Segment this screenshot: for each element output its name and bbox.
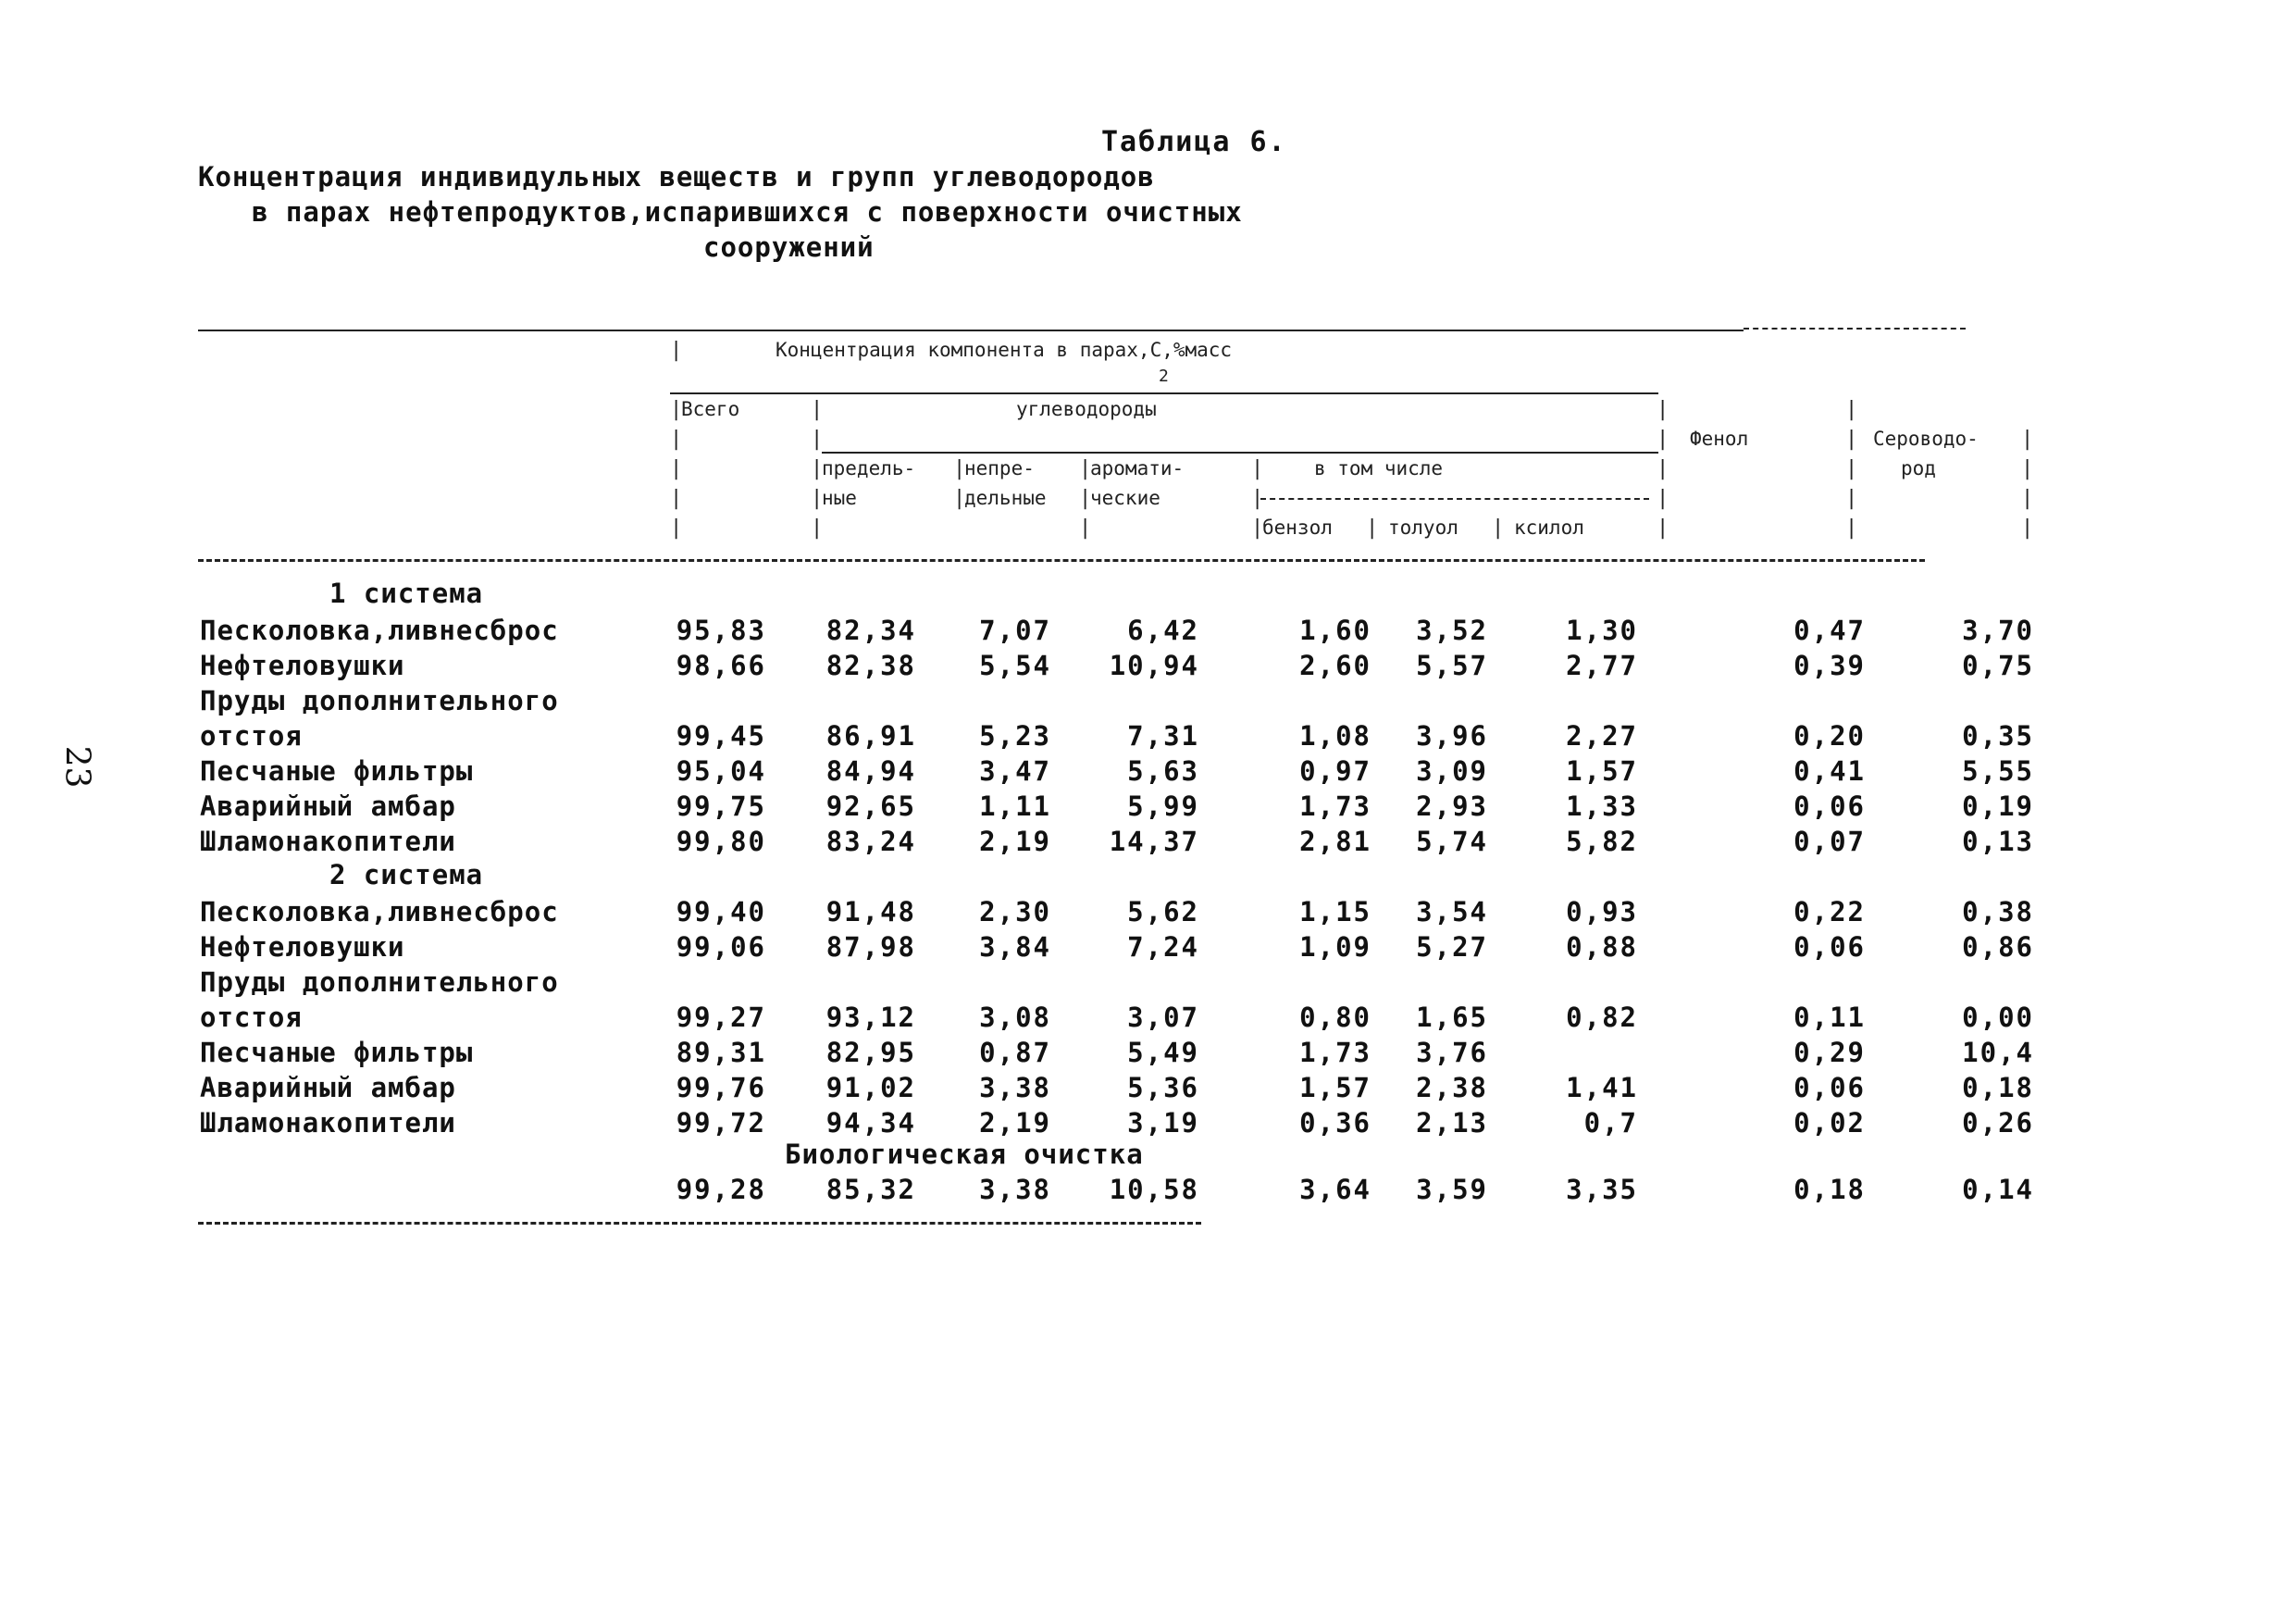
table-cell: 5,62 bbox=[1127, 896, 1199, 927]
table-cell: 85,32 bbox=[825, 1174, 916, 1205]
table-cell: 93,12 bbox=[825, 1002, 916, 1033]
header-rule-1 bbox=[670, 392, 1658, 394]
table-cell: 99,75 bbox=[676, 790, 766, 822]
table-cell: 1,57 bbox=[1566, 755, 1638, 787]
row-label: Песколовка,ливнесброс bbox=[200, 615, 559, 646]
table-cell: 0,19 bbox=[1962, 790, 2034, 822]
table-cell: 3,38 bbox=[979, 1174, 1051, 1205]
table-caption-line-3: сооружений bbox=[703, 231, 875, 263]
table-cell: 10,58 bbox=[1109, 1174, 1199, 1205]
table-cell: 3,47 bbox=[979, 755, 1051, 787]
header-unsaturated-line-1: непре- bbox=[964, 457, 1035, 479]
table-cell: 1,30 bbox=[1566, 615, 1638, 646]
row-label: Песчаные фильтры bbox=[200, 1037, 474, 1068]
table-cell: 5,74 bbox=[1416, 826, 1488, 857]
table-cell: 99,76 bbox=[676, 1072, 766, 1103]
header-aromatic-line-2: ческие bbox=[1090, 487, 1160, 509]
table-cell: 0,22 bbox=[1793, 896, 1866, 927]
table-cell: 5,82 bbox=[1566, 826, 1638, 857]
table-cell: 95,83 bbox=[676, 615, 766, 646]
header-unsaturated-line-2: дельные bbox=[964, 487, 1047, 509]
table-cell: 0,07 bbox=[1793, 826, 1866, 857]
table-cell: 1,57 bbox=[1299, 1072, 1371, 1103]
table-cell: 99,72 bbox=[676, 1107, 766, 1139]
table-cell: 0,06 bbox=[1793, 790, 1866, 822]
table-cell: 0,00 bbox=[1962, 1002, 2034, 1033]
header-h2s-line-1: Сероводо- bbox=[1873, 428, 1979, 450]
header-bottom-rule bbox=[198, 559, 1925, 562]
table-cell: 91,48 bbox=[825, 896, 916, 927]
table-cell: 0,38 bbox=[1962, 896, 2034, 927]
table-cell: 0,36 bbox=[1299, 1107, 1371, 1139]
table-cell: 7,24 bbox=[1127, 931, 1199, 963]
table-label: Таблица 6. bbox=[1101, 126, 1287, 158]
table-cell: 87,98 bbox=[825, 931, 916, 963]
header-group-title: Концентрация компонента в парах,С,%масс bbox=[776, 339, 1233, 361]
table-cell: 3,70 bbox=[1962, 615, 2034, 646]
table-cell: 3,84 bbox=[979, 931, 1051, 963]
table-cell: 83,24 bbox=[825, 826, 916, 857]
header-saturated-line-1: предель- bbox=[822, 457, 916, 479]
header-xylene: ксилол bbox=[1514, 517, 1584, 539]
table-cell: 86,91 bbox=[825, 720, 916, 752]
table-cell: 3,76 bbox=[1416, 1037, 1488, 1068]
table-cell: 0,02 bbox=[1793, 1107, 1866, 1139]
table-cell: 5,55 bbox=[1962, 755, 2034, 787]
row-label: Шламонакопители bbox=[200, 1107, 456, 1139]
table-cell: 95,04 bbox=[676, 755, 766, 787]
table-cell: 0,88 bbox=[1566, 931, 1638, 963]
table-cell: 1,73 bbox=[1299, 1037, 1371, 1068]
table-cell: 0,82 bbox=[1566, 1002, 1638, 1033]
table-cell: 89,31 bbox=[676, 1037, 766, 1068]
header-aromatic-line-1: аромати- bbox=[1090, 457, 1185, 479]
table-cell: 99,80 bbox=[676, 826, 766, 857]
row-label: Песколовка,ливнесброс bbox=[200, 896, 559, 927]
table-cell: 0,18 bbox=[1962, 1072, 2034, 1103]
header-rule-2 bbox=[822, 452, 1658, 454]
table-cell: 1,65 bbox=[1416, 1002, 1488, 1033]
table-cell: 99,40 bbox=[676, 896, 766, 927]
table-cell: 5,27 bbox=[1416, 931, 1488, 963]
table-cell: 0,20 bbox=[1793, 720, 1866, 752]
table-cell: 99,27 bbox=[676, 1002, 766, 1033]
table-cell: 82,95 bbox=[825, 1037, 916, 1068]
table-cell: 6,42 bbox=[1127, 615, 1199, 646]
header-saturated-line-2: ные bbox=[822, 487, 857, 509]
row-label: Пруды дополнительного bbox=[200, 685, 559, 716]
table-cell: 1,33 bbox=[1566, 790, 1638, 822]
row-label: Песчаные фильтры bbox=[200, 755, 474, 787]
table-cell: 82,34 bbox=[825, 615, 916, 646]
table-cell: 0,39 bbox=[1793, 650, 1866, 681]
table-cell: 92,65 bbox=[825, 790, 916, 822]
table-cell: 0,93 bbox=[1566, 896, 1638, 927]
header-phenol: Фенол bbox=[1690, 428, 1749, 450]
page-number: 23 bbox=[57, 745, 96, 789]
table-cell: 0,41 bbox=[1793, 755, 1866, 787]
table-cell: 3,59 bbox=[1416, 1174, 1488, 1205]
table-cell: 1,11 bbox=[979, 790, 1051, 822]
table-bottom-rule bbox=[198, 1222, 1201, 1225]
table-cell: 94,34 bbox=[825, 1107, 916, 1139]
header-rule-3 bbox=[1260, 498, 1649, 500]
section-label: 2 система bbox=[329, 859, 484, 890]
header-group-footnote: 2 bbox=[1159, 367, 1169, 386]
table-cell: 0,26 bbox=[1962, 1107, 2034, 1139]
table-cell: 0,80 bbox=[1299, 1002, 1371, 1033]
table-cell: 1,09 bbox=[1299, 931, 1371, 963]
table-cell: 0,86 bbox=[1962, 931, 2034, 963]
table-cell: 2,30 bbox=[979, 896, 1051, 927]
table-cell: 0,75 bbox=[1962, 650, 2034, 681]
table-cell: 98,66 bbox=[676, 650, 766, 681]
table-cell: 2,81 bbox=[1299, 826, 1371, 857]
row-label: Шламонакопители bbox=[200, 826, 456, 857]
section-label: 1 система bbox=[329, 578, 484, 609]
table-cell: 2,27 bbox=[1566, 720, 1638, 752]
table-cell: 0,35 bbox=[1962, 720, 2034, 752]
table-cell: 99,28 bbox=[676, 1174, 766, 1205]
row-label: Пруды дополнительного bbox=[200, 966, 559, 998]
table-cell: 84,94 bbox=[825, 755, 916, 787]
table-cell: 0,87 bbox=[979, 1037, 1051, 1068]
table-cell: 5,23 bbox=[979, 720, 1051, 752]
table-cell: 3,38 bbox=[979, 1072, 1051, 1103]
table-cell: 3,52 bbox=[1416, 615, 1488, 646]
table-cell: 5,54 bbox=[979, 650, 1051, 681]
header-total: Всего bbox=[681, 398, 740, 420]
table-caption-line-1: Концентрация индивидульных веществ и групп углеводородов bbox=[198, 161, 1155, 193]
table-cell: 5,49 bbox=[1127, 1037, 1199, 1068]
table-cell: 2,60 bbox=[1299, 650, 1371, 681]
table-cell: 0,13 bbox=[1962, 826, 2034, 857]
table-cell: 99,45 bbox=[676, 720, 766, 752]
table-cell: 1,08 bbox=[1299, 720, 1371, 752]
table-cell: 99,06 bbox=[676, 931, 766, 963]
table-cell: 2,19 bbox=[979, 826, 1051, 857]
table-cell: 14,37 bbox=[1109, 826, 1199, 857]
table-cell: 2,13 bbox=[1416, 1107, 1488, 1139]
row-label: Нефтеловушки bbox=[200, 650, 405, 681]
table-cell: 0,11 bbox=[1793, 1002, 1866, 1033]
table-cell: 3,54 bbox=[1416, 896, 1488, 927]
table-cell: 3,64 bbox=[1299, 1174, 1371, 1205]
table-cell: 0,06 bbox=[1793, 931, 1866, 963]
table-cell: 0,47 bbox=[1793, 615, 1866, 646]
section-label: Биологическая очистка bbox=[785, 1139, 1144, 1170]
table-cell: 2,93 bbox=[1416, 790, 1488, 822]
header-toluene: толуол bbox=[1388, 517, 1458, 539]
table-cell: 2,38 bbox=[1416, 1072, 1488, 1103]
table-cell: 2,77 bbox=[1566, 650, 1638, 681]
table-cell: 1,41 bbox=[1566, 1072, 1638, 1103]
table-cell: 10,94 bbox=[1109, 650, 1199, 681]
table-cell: 1,73 bbox=[1299, 790, 1371, 822]
table-cell: 3,19 bbox=[1127, 1107, 1199, 1139]
table-caption-line-2: в парах нефтепродуктов,испарившихся с поверхности очистных bbox=[252, 196, 1243, 228]
table-cell: 0,97 bbox=[1299, 755, 1371, 787]
header-benzene: бензол bbox=[1262, 517, 1333, 539]
table-cell: 91,02 bbox=[825, 1072, 916, 1103]
table-cell: 2,19 bbox=[979, 1107, 1051, 1139]
table-cell: 3,96 bbox=[1416, 720, 1488, 752]
row-label: Нефтеловушки bbox=[200, 931, 405, 963]
header-hydrocarbons: углеводороды bbox=[1016, 398, 1157, 420]
table-top-rule-tail bbox=[1744, 328, 1966, 330]
row-label: Аварийный амбар bbox=[200, 790, 456, 822]
table-cell: 5,57 bbox=[1416, 650, 1488, 681]
table-top-rule bbox=[198, 330, 1744, 331]
table-cell: 82,38 bbox=[825, 650, 916, 681]
table-cell: 7,31 bbox=[1127, 720, 1199, 752]
table-cell: 3,09 bbox=[1416, 755, 1488, 787]
table-cell: 1,60 bbox=[1299, 615, 1371, 646]
table-cell: 0,7 bbox=[1583, 1107, 1638, 1139]
table-cell: 5,63 bbox=[1127, 755, 1199, 787]
header-h2s-line-2: род bbox=[1901, 457, 1936, 479]
table-cell: 5,36 bbox=[1127, 1072, 1199, 1103]
table-cell: 7,07 bbox=[979, 615, 1051, 646]
table-cell: 10,4 bbox=[1962, 1037, 2034, 1068]
table-cell: 3,07 bbox=[1127, 1002, 1199, 1033]
table-cell: 0,29 bbox=[1793, 1037, 1866, 1068]
table-cell: 5,99 bbox=[1127, 790, 1199, 822]
header-including: в том числе bbox=[1314, 457, 1444, 479]
row-label: Аварийный амбар bbox=[200, 1072, 456, 1103]
table-cell: 0,18 bbox=[1793, 1174, 1866, 1205]
table-cell: 3,35 bbox=[1566, 1174, 1638, 1205]
table-cell: 0,06 bbox=[1793, 1072, 1866, 1103]
table-cell: 0,14 bbox=[1962, 1174, 2034, 1205]
table-cell: 3,08 bbox=[979, 1002, 1051, 1033]
table-cell: 1,15 bbox=[1299, 896, 1371, 927]
row-label: отстоя bbox=[200, 1002, 303, 1033]
row-label: отстоя bbox=[200, 720, 303, 752]
